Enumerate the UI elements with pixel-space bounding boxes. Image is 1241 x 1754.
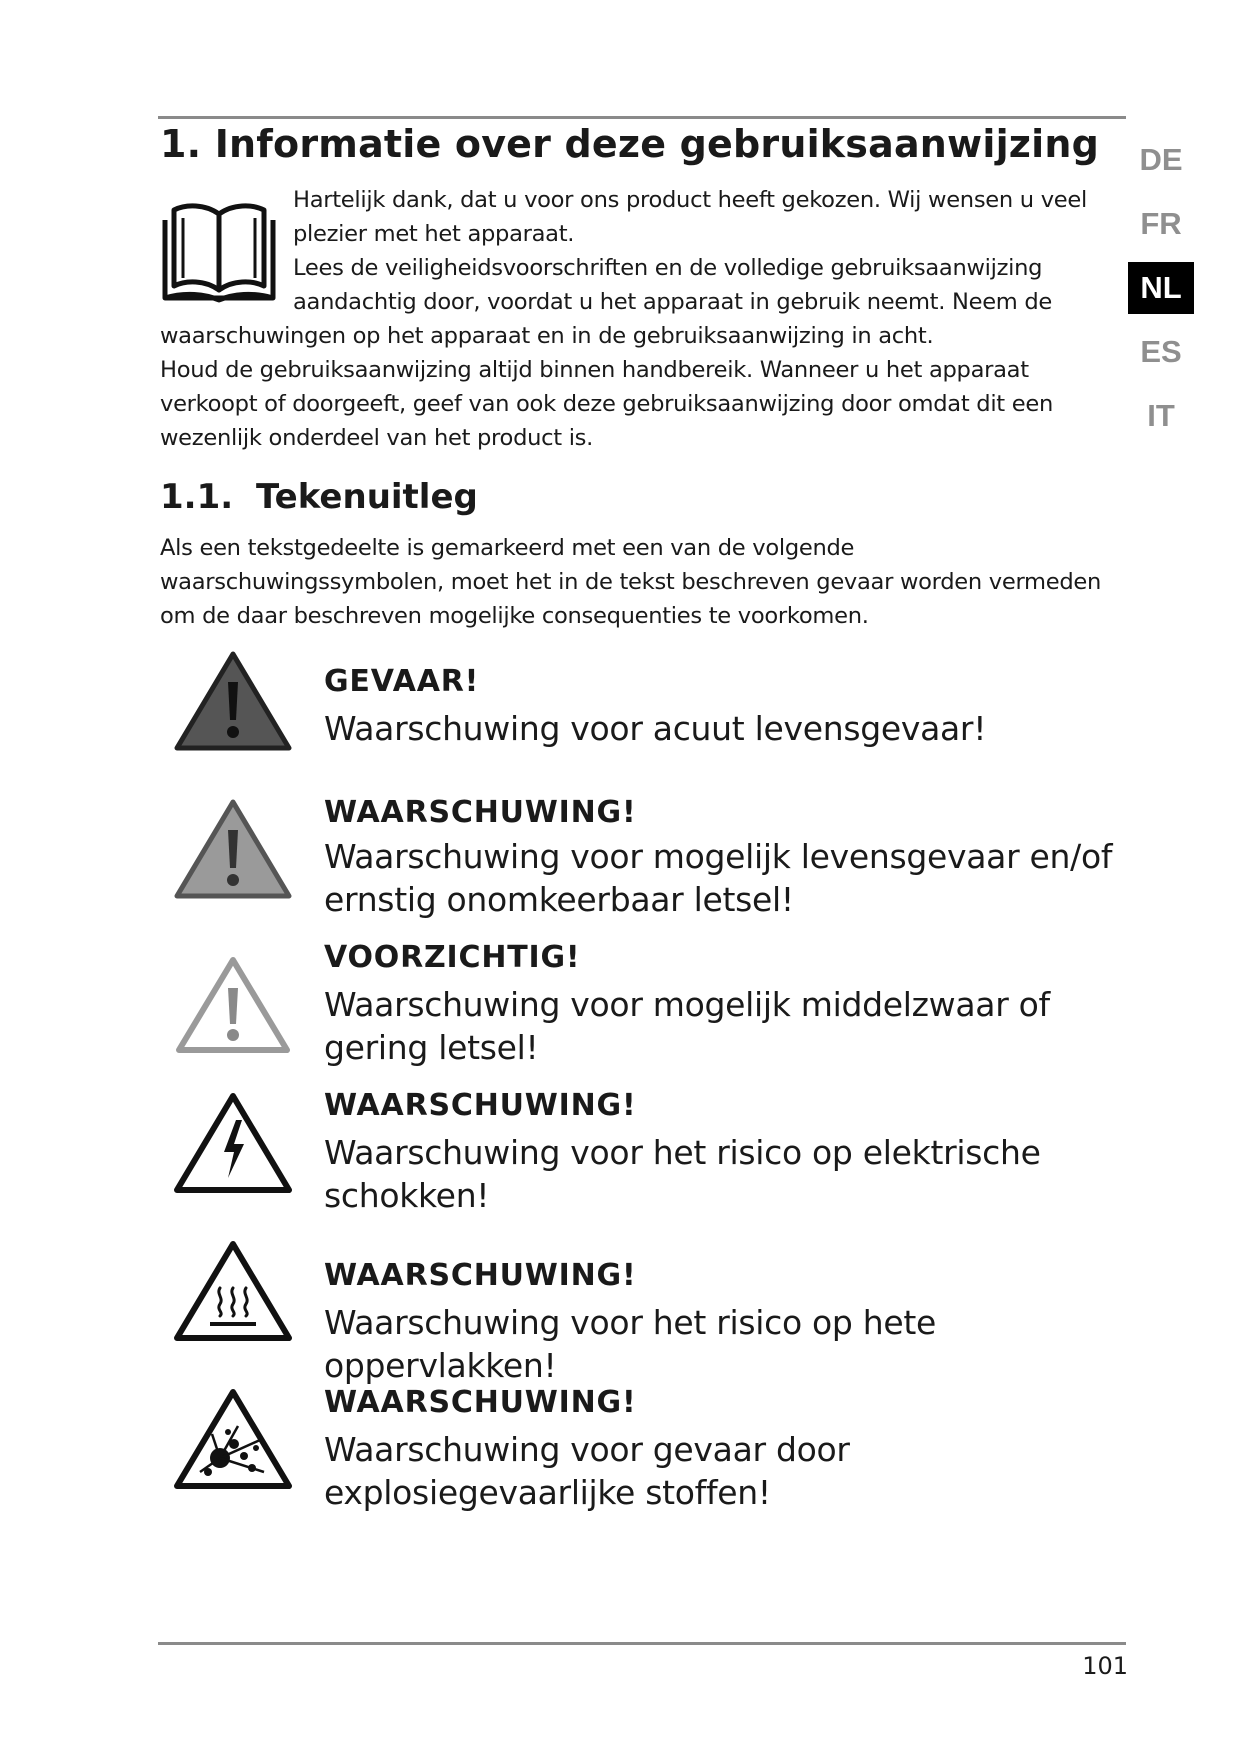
warning-triangle-icon: [172, 796, 294, 902]
subsection-title: [160, 477, 478, 517]
warning-text: Waarschuwing voor het risico op hete oppervlakken!: [324, 1303, 937, 1385]
section-title: 1. Informatie over deze gebruiksaanwijzing: [160, 122, 1099, 166]
warning-title: WAARSCHUWING!: [324, 1088, 637, 1123]
lang-tab-de[interactable]: DE: [1139, 142, 1183, 177]
warning-text: Waarschuwing voor gevaar door explosiegevaarlijke stoffen!: [324, 1430, 850, 1512]
warning-text: Waarschuwing voor mogelijk middelzwaar of gering letsel!: [324, 985, 1050, 1067]
lang-tab-fr[interactable]: FR: [1140, 206, 1182, 241]
page-number: 101: [1082, 1652, 1128, 1680]
intro-text: [160, 183, 1128, 455]
lang-tab-es[interactable]: ES: [1140, 334, 1182, 369]
intro-paragraph: Lees de veiligheidsvoorschriften en de volledige gebruiksaanwijzing aandachtig door, voordat u het apparaat in gebruik neemt. Neem de waarschuwingen op het apparaat en in de gebruiksaanwijzing in acht.: [160, 255, 1053, 349]
subsection-title-text: Tekenuitleg: [256, 477, 478, 517]
warning-text: Waarschuwing voor acuut levensgevaar!: [324, 709, 987, 748]
warning-text: Waarschuwing voor het risico op elektrische schokken!: [324, 1133, 1041, 1215]
lang-tab-it[interactable]: IT: [1147, 398, 1175, 433]
electric-shock-icon: [172, 1090, 294, 1196]
top-rule: [158, 116, 1126, 119]
explosive-icon: [172, 1386, 294, 1492]
warning-title: WAARSCHUWING!: [324, 795, 637, 830]
danger-triangle-icon: [172, 648, 294, 754]
warning-title: WAARSCHUWING!: [324, 1385, 637, 1420]
warning-text: Waarschuwing voor mogelijk levensgevaar en/of ernstig onomkeerbaar letsel!: [324, 837, 1113, 919]
legend-intro: Als een tekstgedeelte is gemarkeerd met een van de volgende waarschuwingssymbolen, moet het in de tekst beschreven gevaar worden vermeden om de daar beschreven mogelijke consequenties te voorkomen.: [160, 535, 1102, 629]
hot-surface-icon: [172, 1238, 294, 1344]
bottom-rule: [158, 1642, 1126, 1645]
intro-paragraph: Houd de gebruiksaanwijzing altijd binnen handbereik. Wanneer u het apparaat verkoopt of doorgeeft, geef van ook deze gebruiksaanwijzing door omdat dit een wezenlijk onderdeel van het product is.: [160, 357, 1053, 451]
subsection-number: 1.1.: [160, 477, 234, 517]
intro-paragraph: Hartelijk dank, dat u voor ons product heeft gekozen. Wij wensen u veel plezier met het apparaat.: [293, 187, 1087, 247]
warning-title: GEVAAR!: [324, 664, 480, 699]
caution-triangle-icon: [172, 952, 294, 1058]
warning-title: WAARSCHUWING!: [324, 1258, 637, 1293]
lang-tab-nl[interactable]: NL: [1128, 262, 1194, 314]
warning-title: VOORZICHTIG!: [324, 940, 581, 975]
